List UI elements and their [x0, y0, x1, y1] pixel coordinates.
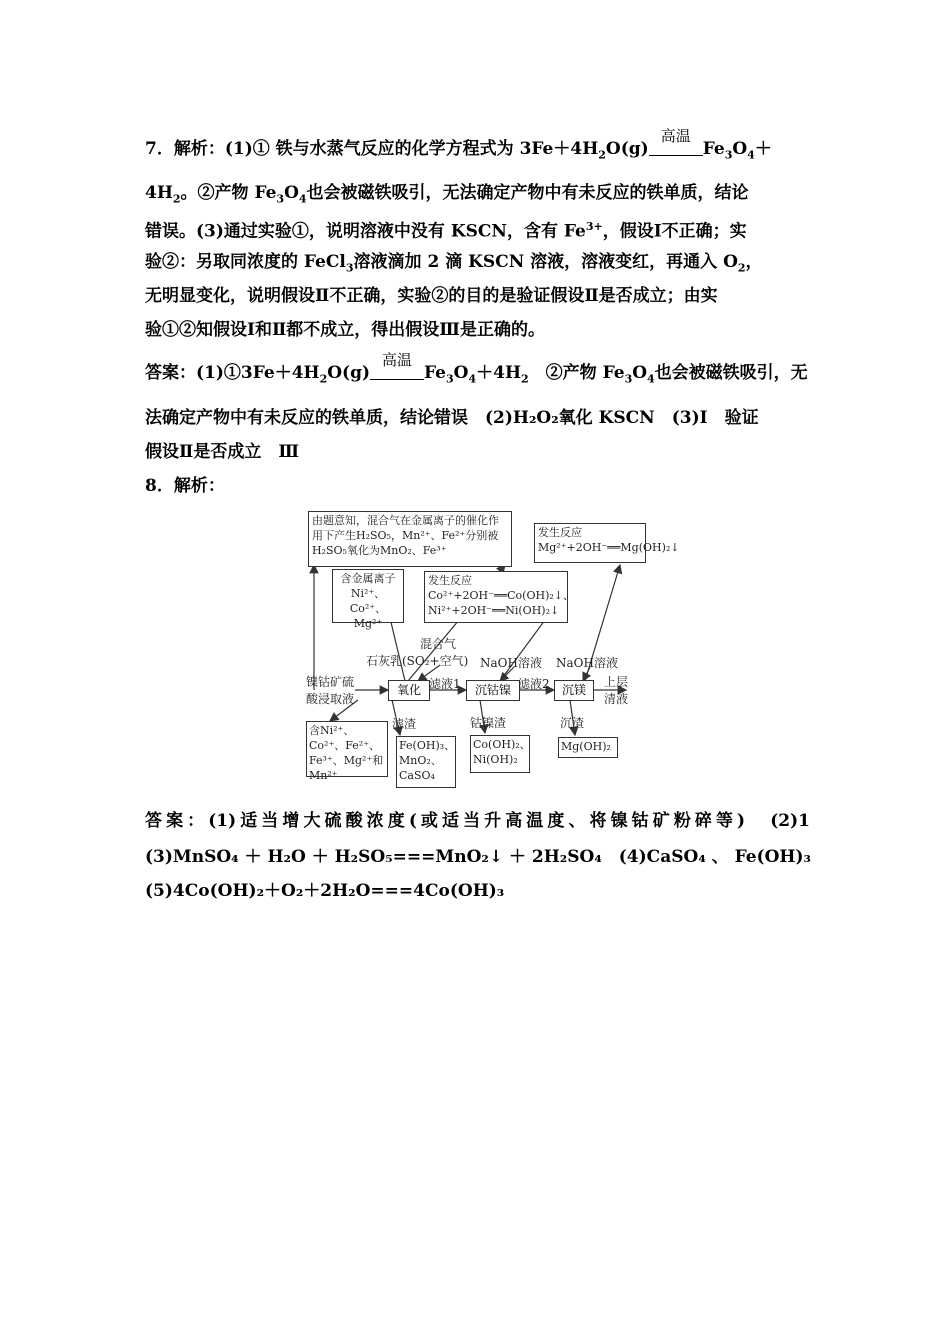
label-filtrate-1: 滤液1	[429, 677, 461, 691]
box-co-ni-hydroxide: Co(OH)₂、Ni(OH)₂	[470, 735, 530, 773]
q7-line-5: 无明显变化，说明假设Ⅱ不正确，实验②的目的是验证假设Ⅱ是否成立；由实	[145, 286, 718, 306]
label-sediment: 沉渣	[560, 716, 585, 730]
label-filtrate-2: 滤液2	[518, 677, 550, 691]
box-residue: Fe(OH)₃、MnO₂、CaSO₄	[396, 736, 456, 788]
q7-answer-line-1: 答案：$(1)①3Fe+4H_2O(g)$ 高温 $Fe_3O_4+4H_2$ ②产物 $Fe_3O_4$也会被磁铁吸引，无	[145, 362, 810, 390]
q8-answer-line-3: (5)4Co(OH)₂＋O₂＋2H₂O===4Co(OH)₃	[145, 881, 505, 901]
q7-line-4: 验②：另取同浓度的 FeCl$_3$溶液滴加 2 滴 KSCN 溶液，溶液变红，再通入 $O_2$，	[145, 252, 763, 275]
label-lime-milk: 石灰乳(SO₂+空气)	[366, 654, 469, 668]
q7-line-6: 验①②知假设Ⅰ和Ⅱ都不成立，得出假设Ⅲ是正确的。	[145, 320, 545, 340]
node-precipitate-mg: 沉镁	[554, 680, 594, 701]
q8-title: 8．解析：	[145, 476, 225, 496]
q7-line-3: 错误。(3)通过实验①，说明溶液中没有 KSCN，含有 $Fe^{3+}$，假设Ⅰ不正确；实	[145, 220, 747, 242]
label-upper-solution: 上层清液	[604, 675, 629, 706]
label-co-ni-residue: 钴镍渣	[470, 716, 507, 730]
explanation-box-co-ni: 发生反应Co²⁺+2OH⁻══Co(OH)₂↓、Ni²⁺+2OH⁻══Ni(OH)₂↓	[424, 571, 568, 623]
box-ions: 含Ni²⁺、Co²⁺、Fe²⁺、Fe³⁺、Mg²⁺和Mn²⁺	[306, 721, 388, 777]
box-mg-hydroxide: Mg(OH)₂	[558, 737, 618, 758]
label-residue: 滤渣	[392, 717, 417, 731]
label-ore-leachate: 镍钴矿硫酸浸取液	[306, 675, 355, 706]
label-naoh-2: NaOH溶液	[556, 656, 618, 670]
q8-answer-line-1: 答案：(1)适当增大硫酸浓度(或适当升高温度、将镍钴矿粉碎等) (2)1	[145, 811, 810, 831]
explanation-box-mg: 发生反应Mg²⁺+2OH⁻══Mg(OH)₂↓	[534, 523, 646, 563]
q7-answer-line-2: 法确定产物中有未反应的铁单质，结论错误 (2)H₂O₂氧化 KSCN (3)Ⅰ 验证	[145, 408, 759, 428]
explanation-box-h2so5: 由题意知，混合气在金属离子的催化作用下产生H₂SO₅，Mn²⁺、Fe²⁺分别被H₂SO₅氧化为MnO₂、Fe³⁺	[308, 511, 512, 567]
node-oxidize: 氧化	[388, 680, 430, 701]
q7-answer-line-3: 假设Ⅱ是否成立 Ⅲ	[145, 442, 300, 462]
q7-line-2: $4H_2$。②产物 $Fe_3O_4$也会被磁铁吸引，无法确定产物中有未反应的铁单质，结论	[145, 183, 749, 206]
label-naoh-1: NaOH溶液	[480, 656, 542, 670]
q7-line-1: 7．解析：(1)① 铁与水蒸气反应的化学方程式为 $3Fe+4H_2O(g)$ 高温 $Fe_3O_4+$	[145, 138, 810, 166]
node-precipitate-co-ni: 沉钴镍	[466, 680, 520, 701]
label-mixed-gas: 混合气	[420, 637, 457, 651]
process-flow-diagram	[300, 507, 680, 790]
explanation-box-metal-ions: 含金属离子Ni²⁺、Co²⁺、Mg²⁺	[332, 569, 404, 623]
q8-answer-line-2: (3)MnSO₄ ＋ H₂O ＋ H₂SO₅===MnO₂↓ ＋ 2H₂SO₄ (4)CaSO₄ 、 Fe(OH)₃	[145, 847, 811, 867]
reaction-condition-2: 高温	[370, 368, 424, 390]
reaction-condition: 高温	[649, 144, 703, 166]
